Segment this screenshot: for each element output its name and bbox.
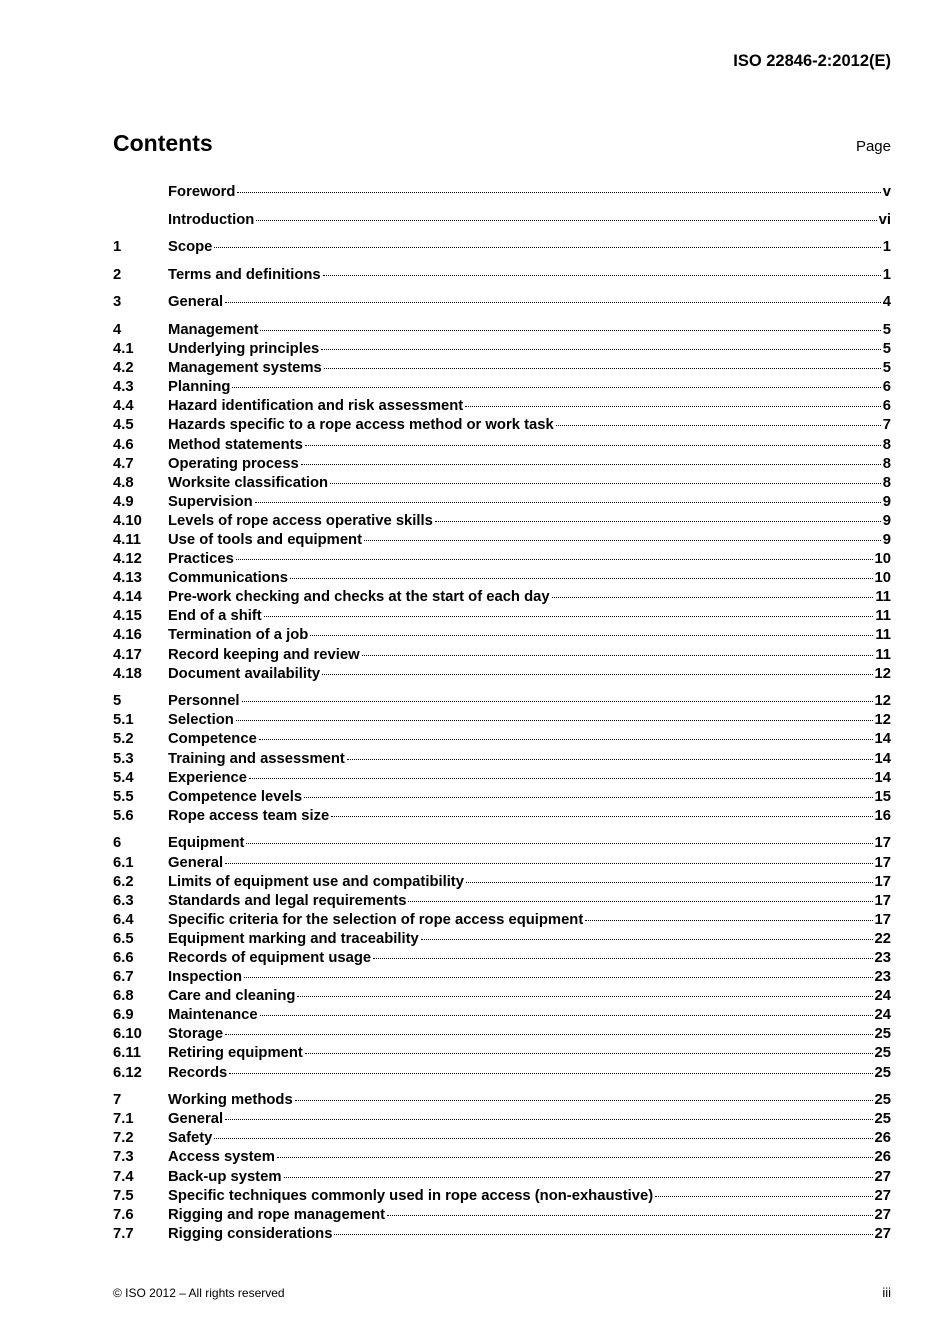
toc-entry-page: 1	[882, 239, 891, 256]
toc-entry-title: End of a shift	[168, 608, 262, 625]
dot-leader	[331, 815, 872, 817]
toc-entry-title: Personnel	[168, 693, 240, 710]
toc-entry-page: 11	[875, 589, 891, 606]
toc-entry-number: 3	[113, 294, 122, 311]
dot-leader	[466, 881, 873, 883]
toc-entry[interactable]	[113, 1110, 891, 1129]
dot-leader	[421, 938, 873, 940]
toc-section-group	[113, 321, 891, 684]
dot-leader	[236, 558, 873, 560]
toc-entry-page: 14	[874, 750, 891, 767]
toc-entry-number: 6.1	[113, 854, 134, 871]
toc-entry[interactable]	[113, 607, 891, 626]
toc-entry-number: 4.6	[113, 436, 134, 453]
dot-leader	[387, 1214, 872, 1216]
toc-entry[interactable]	[113, 834, 891, 853]
toc-entry-title: Rigging and rope management	[168, 1206, 386, 1223]
toc-entry-page: 25	[874, 1092, 891, 1109]
toc-entry-number: 4.2	[113, 360, 134, 377]
dot-leader	[284, 1176, 873, 1178]
toc-entry-title: Standards and legal requirements	[168, 892, 407, 909]
toc-entry[interactable]	[113, 987, 891, 1006]
toc-entry-title: Use of tools and equipment	[168, 532, 363, 548]
toc-entry-page: 8	[882, 455, 891, 472]
dot-leader	[364, 539, 881, 541]
toc-entry-number: 4.11	[113, 532, 141, 548]
toc-entry-number: 6.5	[113, 930, 134, 947]
toc-entry-page: 8	[882, 436, 891, 453]
toc-entry-number: 4.16	[113, 627, 142, 644]
dot-leader	[310, 634, 873, 636]
toc-entry-title: Maintenance	[168, 1007, 258, 1024]
dot-leader	[236, 719, 873, 721]
dot-leader	[229, 1072, 872, 1074]
toc-entry-title: Document availability	[168, 665, 321, 682]
toc-entry-number: 5	[113, 693, 122, 710]
toc-entry-number: 7.4	[113, 1168, 134, 1185]
toc-section-group	[113, 293, 891, 312]
toc-entry[interactable]	[113, 493, 891, 512]
toc-entry-number: 4.15	[113, 608, 142, 625]
toc-entry-number: 1	[113, 239, 122, 256]
toc-entry-page: 11	[875, 608, 891, 625]
dot-leader	[295, 1099, 873, 1101]
toc-entry-number: 7.6	[113, 1206, 134, 1223]
toc-entry[interactable]	[113, 968, 891, 987]
toc-entry-page: 17	[874, 911, 891, 928]
toc-entry-title: Planning	[168, 379, 231, 396]
toc-entry-page: 25	[874, 1111, 891, 1128]
toc-entry-number: 6.2	[113, 873, 134, 890]
toc-entry-page: vi	[878, 211, 891, 228]
toc-entry[interactable]	[113, 1091, 891, 1110]
toc-entry-title: Record keeping and review	[168, 646, 360, 663]
toc-entry-page: 27	[874, 1187, 891, 1204]
toc-entry[interactable]	[113, 238, 891, 257]
dot-leader	[232, 386, 880, 388]
toc-entry-title: Inspection	[168, 969, 242, 986]
dot-leader	[242, 700, 873, 702]
toc-entry-title: Levels of rope access operative skills	[168, 512, 433, 529]
toc-entry-page: 9	[882, 532, 891, 548]
toc-entry-title: Rope access team size	[168, 807, 330, 824]
document-code: ISO 22846-2:2012(E)	[733, 52, 891, 70]
toc-entry-page: 14	[874, 769, 891, 786]
toc-entry-number: 6.9	[113, 1007, 134, 1024]
toc-entry[interactable]	[113, 512, 891, 531]
toc-entry[interactable]	[113, 1129, 891, 1148]
dot-leader	[225, 862, 872, 864]
dot-leader	[556, 424, 881, 426]
toc-entry-page: 27	[874, 1168, 891, 1185]
toc-entry[interactable]	[113, 930, 891, 949]
page-column-label: Page	[855, 138, 891, 155]
toc-entry-number: 4.9	[113, 493, 134, 510]
toc-entry-number: 4.3	[113, 379, 134, 396]
toc-entry-number: 6.3	[113, 892, 134, 909]
dot-leader	[277, 1156, 873, 1158]
toc-entry-title: Specific criteria for the selection of rope access equipment	[168, 911, 584, 928]
page-number: iii	[882, 1285, 891, 1300]
toc-entry-title: Method statements	[168, 436, 303, 453]
toc-entry-title: Selection	[168, 712, 234, 729]
toc-entry-number: 5.3	[113, 750, 134, 767]
toc-entry-title: Access system	[168, 1149, 275, 1166]
toc-entry-page: 4	[882, 294, 891, 311]
toc-entry-page: 25	[874, 1026, 891, 1043]
toc-entry-page: 7	[882, 417, 891, 434]
toc-entry-page: 5	[882, 321, 891, 338]
toc-entry-number: 5.4	[113, 769, 134, 786]
toc-entry[interactable]	[113, 397, 891, 416]
toc-entry-title: Pre-work checking and checks at the start of each day	[168, 589, 550, 606]
dot-leader	[321, 348, 880, 350]
toc-entry[interactable]	[113, 266, 891, 285]
toc-entry[interactable]	[113, 911, 891, 930]
toc-entry-page: 22	[874, 930, 891, 947]
toc-entry-page: 26	[874, 1130, 891, 1147]
toc-entry[interactable]	[113, 1006, 891, 1025]
toc-entry-number: 4.12	[113, 551, 142, 568]
dot-leader	[304, 796, 872, 798]
toc-entry-page: 14	[874, 731, 891, 748]
toc-entry-number: 4.8	[113, 474, 134, 491]
dot-leader	[225, 1033, 872, 1035]
dot-leader	[322, 673, 872, 675]
toc-entry-number: 7.1	[113, 1111, 134, 1128]
toc-entry-title: Rigging considerations	[168, 1225, 333, 1242]
dot-leader	[373, 957, 872, 959]
toc-entry-title: Working methods	[168, 1092, 293, 1109]
dot-leader	[256, 219, 876, 221]
toc-entry[interactable]	[113, 1025, 891, 1044]
dot-leader	[244, 976, 873, 978]
toc-entry-number: 7.3	[113, 1149, 134, 1166]
toc-entry-title: Scope	[168, 239, 213, 256]
dot-leader	[362, 654, 874, 656]
toc-entry-page: 10	[874, 551, 891, 568]
toc-entry-page: 17	[874, 873, 891, 890]
toc-entry[interactable]	[113, 340, 891, 359]
toc-entry[interactable]	[113, 750, 891, 769]
toc-entry[interactable]	[113, 949, 891, 968]
dot-leader	[323, 274, 881, 276]
toc-entry-page: 6	[882, 398, 891, 415]
toc-entry-number: 5.6	[113, 807, 134, 824]
toc-entry[interactable]	[113, 1064, 891, 1083]
toc-section-group	[113, 211, 891, 230]
toc-entry-number: 5.2	[113, 731, 134, 748]
toc-entry-title: Equipment marking and traceability	[168, 930, 419, 947]
toc-entry-page: 15	[874, 788, 891, 805]
dot-leader	[259, 738, 873, 740]
dot-leader	[330, 482, 881, 484]
toc-entry-page: 16	[874, 807, 891, 824]
toc-entry-number: 6	[113, 835, 122, 852]
toc-entry[interactable]	[113, 436, 891, 455]
toc-entry-number: 2	[113, 266, 122, 283]
toc-entry-title: Communications	[168, 570, 289, 587]
dot-leader	[305, 1052, 873, 1054]
toc-entry[interactable]	[113, 1206, 891, 1225]
toc-entry[interactable]	[113, 211, 891, 230]
toc-entry[interactable]	[113, 711, 891, 730]
toc-entry-number: 4.10	[113, 512, 142, 529]
toc-entry-number: 7.5	[113, 1187, 134, 1204]
toc-entry-title: Competence levels	[168, 788, 303, 805]
toc-entry-number: 4.1	[113, 341, 134, 358]
toc-entry[interactable]	[113, 807, 891, 826]
dot-leader	[334, 1233, 872, 1235]
toc-entry[interactable]	[113, 1148, 891, 1167]
toc-entry-page: 1	[882, 266, 891, 283]
toc-entry[interactable]	[113, 1168, 891, 1187]
table-of-contents	[113, 183, 891, 1252]
toc-entry-title: Safety	[168, 1130, 213, 1147]
toc-entry-title: Retiring equipment	[168, 1045, 303, 1062]
toc-entry[interactable]	[113, 183, 891, 202]
dot-leader	[260, 1014, 873, 1016]
toc-entry-page: 6	[882, 379, 891, 396]
toc-entry[interactable]	[113, 359, 891, 378]
toc-entry[interactable]	[113, 550, 891, 569]
toc-entry[interactable]	[113, 1044, 891, 1063]
toc-entry[interactable]	[113, 788, 891, 807]
toc-entry[interactable]	[113, 646, 891, 665]
toc-entry-number: 7.2	[113, 1130, 134, 1147]
toc-entry-number: 6.7	[113, 969, 134, 986]
toc-entry-number: 4.18	[113, 665, 142, 682]
toc-entry-number: 4.13	[113, 570, 142, 587]
dot-leader	[435, 520, 881, 522]
dot-leader	[246, 842, 872, 844]
toc-entry-number: 7.7	[113, 1225, 134, 1242]
toc-entry-title: Experience	[168, 769, 247, 786]
toc-entry-page: 5	[882, 341, 891, 358]
toc-entry-title: Records	[168, 1064, 228, 1081]
toc-entry-title: Terms and definitions	[168, 266, 321, 283]
toc-entry-title: Competence	[168, 731, 257, 748]
toc-entry-number: 5.1	[113, 712, 134, 729]
toc-entry[interactable]	[113, 416, 891, 435]
dot-leader	[237, 191, 880, 193]
dot-leader	[255, 501, 881, 503]
dot-leader	[297, 995, 872, 997]
toc-entry-number: 4.14	[113, 589, 142, 606]
toc-section-group	[113, 834, 891, 1082]
toc-entry-number: 4.17	[113, 646, 142, 663]
toc-entry-title: General	[168, 854, 224, 871]
toc-section-group	[113, 692, 891, 826]
toc-entry[interactable]	[113, 474, 891, 493]
toc-section-group	[113, 266, 891, 285]
toc-entry-title: Practices	[168, 551, 234, 568]
toc-entry-title: Hazard identification and risk assessment	[168, 398, 464, 415]
dot-leader	[249, 777, 873, 779]
dot-leader	[301, 463, 881, 465]
toc-entry-number: 6.8	[113, 988, 134, 1005]
toc-entry-page: 11	[875, 627, 891, 644]
toc-entry-number: 4.4	[113, 398, 134, 415]
toc-entry[interactable]	[113, 892, 891, 911]
toc-entry-page: 8	[882, 474, 891, 491]
dot-leader	[408, 900, 872, 902]
dot-leader	[225, 301, 881, 303]
toc-entry[interactable]	[113, 293, 891, 312]
toc-entry-title: Specific techniques commonly used in rope access (non-exhaustive)	[168, 1187, 654, 1204]
toc-entry[interactable]	[113, 873, 891, 892]
toc-entry-title: General	[168, 1111, 224, 1128]
toc-entry-page: 25	[874, 1045, 891, 1062]
toc-entry-title: Management systems	[168, 360, 322, 377]
toc-entry[interactable]	[113, 769, 891, 788]
toc-entry-title: Care and cleaning	[168, 988, 296, 1005]
toc-entry-page: v	[882, 184, 891, 200]
toc-entry-number: 4.7	[113, 455, 134, 472]
toc-entry-title: Training and assessment	[168, 750, 345, 767]
toc-entry-number: 6.4	[113, 911, 134, 928]
toc-entry-page: 24	[874, 988, 891, 1005]
dot-leader	[214, 246, 880, 248]
toc-entry[interactable]	[113, 531, 891, 550]
toc-entry-title: Management	[168, 321, 259, 338]
toc-entry-title: General	[168, 294, 224, 311]
toc-entry-page: 17	[874, 892, 891, 909]
toc-entry-page: 23	[874, 949, 891, 966]
toc-entry[interactable]	[113, 455, 891, 474]
toc-entry-page: 12	[874, 693, 891, 710]
toc-entry-number: 6.10	[113, 1026, 142, 1043]
toc-entry-title: Worksite classification	[168, 474, 329, 491]
dot-leader	[324, 367, 881, 369]
toc-entry[interactable]	[113, 378, 891, 397]
dot-leader	[465, 405, 881, 407]
toc-entry-page: 17	[874, 835, 891, 852]
toc-entry-title: Equipment	[168, 835, 245, 852]
toc-entry-title: Foreword	[168, 184, 236, 200]
toc-entry-title: Limits of equipment use and compatibility	[168, 873, 464, 890]
page-title: Contents	[113, 130, 213, 156]
toc-entry-page: 23	[874, 969, 891, 986]
toc-entry[interactable]	[113, 588, 891, 607]
toc-section-group	[113, 238, 891, 257]
toc-entry-title: Records of equipment usage	[168, 949, 372, 966]
toc-entry-page: 27	[874, 1206, 891, 1223]
toc-entry-page: 11	[875, 646, 891, 663]
dot-leader	[214, 1137, 872, 1139]
toc-entry[interactable]	[113, 569, 891, 588]
toc-entry-title: Storage	[168, 1026, 224, 1043]
copyright-notice: © ISO 2012 – All rights reserved	[113, 1286, 285, 1300]
toc-entry-number: 5.5	[113, 788, 134, 805]
dot-leader	[305, 444, 881, 446]
toc-entry-page: 5	[882, 360, 891, 377]
toc-entry-page: 10	[874, 570, 891, 587]
toc-entry-page: 26	[874, 1149, 891, 1166]
toc-entry-title: Introduction	[168, 211, 255, 228]
toc-entry-page: 27	[874, 1225, 891, 1242]
toc-section-group	[113, 1091, 891, 1244]
toc-entry[interactable]	[113, 730, 891, 749]
toc-entry-title: Termination of a job	[168, 627, 309, 644]
toc-entry-page: 9	[882, 493, 891, 510]
toc-entry-number: 4	[113, 321, 122, 338]
toc-entry-title: Underlying principles	[168, 341, 320, 358]
toc-entry[interactable]	[113, 665, 891, 684]
toc-entry-number: 7	[113, 1092, 122, 1109]
dot-leader	[290, 577, 873, 579]
toc-entry-number: 6.11	[113, 1045, 141, 1062]
dot-leader	[225, 1118, 872, 1120]
toc-section-group	[113, 183, 891, 202]
toc-entry-page: 24	[874, 1007, 891, 1024]
dot-leader	[585, 919, 872, 921]
dot-leader	[655, 1195, 872, 1197]
toc-entry-title: Back-up system	[168, 1168, 282, 1185]
toc-entry-title: Hazards specific to a rope access method or work task	[168, 417, 554, 434]
toc-entry[interactable]	[113, 692, 891, 711]
toc-entry-number: 6.6	[113, 949, 134, 966]
toc-entry-title: Operating process	[168, 455, 299, 472]
toc-entry-page: 12	[874, 665, 891, 682]
toc-entry-number: 6.12	[113, 1064, 142, 1081]
dot-leader	[552, 596, 874, 598]
toc-entry-page: 25	[874, 1064, 891, 1081]
toc-entry-page: 17	[874, 854, 891, 871]
toc-entry[interactable]	[113, 626, 891, 645]
toc-entry-title: Supervision	[168, 493, 253, 510]
toc-entry-page: 9	[882, 512, 891, 529]
toc-entry[interactable]	[113, 854, 891, 873]
dot-leader	[347, 758, 873, 760]
toc-entry-page: 12	[874, 712, 891, 729]
dot-leader	[260, 329, 880, 331]
toc-entry[interactable]	[113, 1225, 891, 1244]
dot-leader	[264, 615, 874, 617]
toc-entry[interactable]	[113, 1187, 891, 1206]
toc-entry-number: 4.5	[113, 417, 134, 434]
toc-entry[interactable]	[113, 321, 891, 340]
